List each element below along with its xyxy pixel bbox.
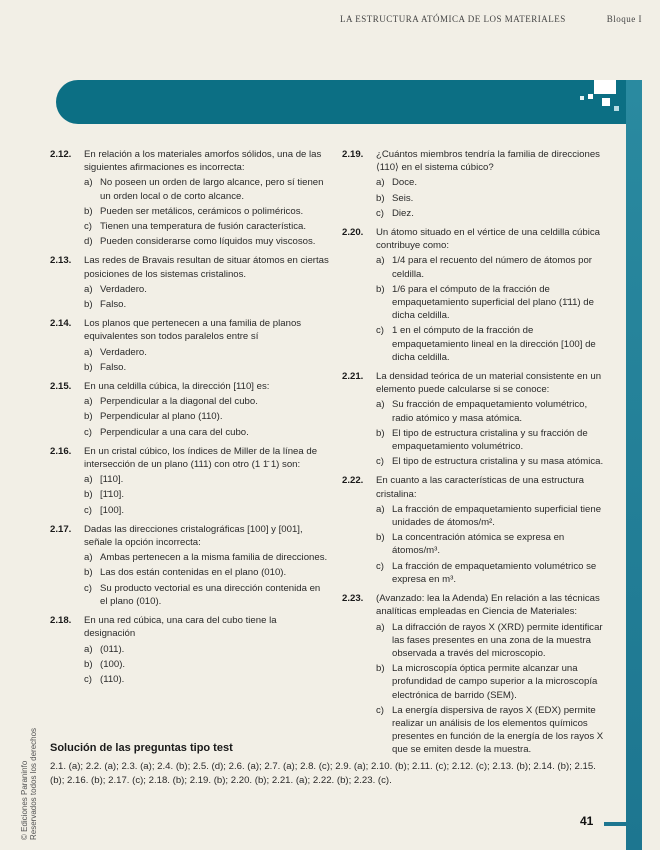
option-text: Su fracción de empaquetamiento volumétrico, radio atómico y masa atómica. xyxy=(392,399,588,424)
option xyxy=(376,254,606,280)
question-text: Los planos que pertenecen a una familia de planos equivalentes son todos paralelos entre sí xyxy=(84,318,302,343)
option-text: Perpendicular al plano (110). xyxy=(100,411,223,423)
question-number: 2.17. xyxy=(50,523,72,535)
option-letter: c) xyxy=(84,504,92,516)
option-text: Diez. xyxy=(392,207,414,219)
option xyxy=(84,410,330,423)
option-text: [110]. xyxy=(100,474,124,486)
option-letter: b) xyxy=(376,427,385,439)
question-number: 2.19. xyxy=(342,149,364,160)
option-text: Falso. xyxy=(100,299,127,311)
option-text: 1/4 para el recuento del número de átomos por celdilla. xyxy=(392,255,592,280)
option-letter: b) xyxy=(84,658,93,670)
option xyxy=(84,658,330,671)
option-letter: c) xyxy=(84,221,92,233)
option-text: Las dos están contenidas en el plano (010). xyxy=(100,567,287,579)
question xyxy=(50,445,330,517)
question-number: 2.22. xyxy=(342,475,364,487)
option xyxy=(376,176,606,189)
option xyxy=(376,662,606,702)
question-number: 2.14. xyxy=(50,318,72,330)
question-number: 2.20. xyxy=(342,227,364,239)
question xyxy=(342,226,606,364)
question-number: 2.23. xyxy=(342,593,364,605)
option xyxy=(376,503,606,529)
option-text: Falso. xyxy=(100,361,127,373)
option-letter: c) xyxy=(376,560,384,572)
option xyxy=(376,398,606,424)
option-text: [100]. xyxy=(100,504,125,516)
option xyxy=(84,235,330,248)
footer-bar xyxy=(604,822,626,826)
block-label: Bloque I xyxy=(606,14,642,24)
option xyxy=(84,395,330,408)
option xyxy=(376,704,606,757)
option-letter: c) xyxy=(84,673,92,685)
option-letter: c) xyxy=(84,426,92,438)
question-text: Un átomo situado en el vértice de una celdilla cúbica contribuye como: xyxy=(376,227,600,252)
option-text: Tienen una temperatura de fusión característica. xyxy=(100,221,307,233)
option-text: Pueden ser metálicos, cerámicos o poliméricos. xyxy=(100,205,304,217)
question-text: En una red cúbica, una cara del cubo tiene la designación xyxy=(84,615,277,640)
option xyxy=(84,220,330,233)
question xyxy=(50,317,330,374)
option-text: (100). xyxy=(100,658,126,670)
option-letter: b) xyxy=(376,192,385,204)
option xyxy=(84,551,330,564)
option-letter: a) xyxy=(84,346,93,358)
option-text: Pueden considerarse como líquidos muy viscosos. xyxy=(100,236,316,248)
question xyxy=(50,254,330,311)
option-letter: b) xyxy=(84,567,93,579)
option xyxy=(84,488,330,501)
option xyxy=(376,207,606,220)
chapter-title: LA ESTRUCTURA ATÓMICA DE LOS MATERIALES xyxy=(340,14,566,24)
decorative-squares-icon xyxy=(536,80,626,124)
option xyxy=(376,192,606,205)
option xyxy=(376,621,606,661)
question xyxy=(50,148,330,248)
option xyxy=(84,473,330,486)
copyright-note xyxy=(20,728,38,840)
question xyxy=(50,614,330,686)
option-letter: a) xyxy=(84,643,93,655)
question-text: En cuanto a las características de una estructura cristalina: xyxy=(376,475,584,500)
question xyxy=(342,148,606,220)
question-number: 2.13. xyxy=(50,255,72,267)
question xyxy=(342,474,606,586)
question xyxy=(342,592,606,756)
option-text: (011). xyxy=(100,643,125,655)
option xyxy=(376,324,606,364)
question-text: En relación a los materiales amorfos sólidos, una de las siguientes afirmaciones es incorrecta: xyxy=(84,149,322,174)
option-letter: a) xyxy=(84,283,93,295)
question-text: ¿Cuántos miembros tendría la familia de direcciones ⟨110⟩ en el sistema cúbico? xyxy=(376,149,600,174)
question-text: En una celdilla cúbica, la dirección [110] es: xyxy=(84,381,270,393)
solutions-text: 2.1. (a); 2.2. (a); 2.3. (a); 2.4. (b); 2.5. (d); 2.6. (a); 2.7. (a); 2.8. (c); 2.9. (a); 2.10. (b); 2.11. (c); 2.12. (c); 2.13. (b); 2.14. (b); 2.15. (b); 2.16. (b); 2.17. (c); 2.18. (b); 2.19. (b); 2.20. (b); 2.21. (a); 2.22. (b); 2.23. (c). xyxy=(50,761,596,786)
option-letter: c) xyxy=(84,582,92,594)
option-letter: a) xyxy=(376,503,385,515)
solutions-title: Solución de las preguntas tipo test xyxy=(50,742,233,754)
option-letter: b) xyxy=(376,532,385,544)
running-header xyxy=(340,14,642,24)
question-number: 2.18. xyxy=(50,615,72,627)
option-letter: c) xyxy=(376,456,384,468)
option-letter: b) xyxy=(376,283,385,295)
option-text: Ambas pertenecen a la misma familia de direcciones. xyxy=(100,552,328,564)
option-text: La fracción de empaquetamiento volumétrico se expresa en m³. xyxy=(392,560,597,585)
option xyxy=(376,560,606,586)
question-text: Las redes de Bravais resultan de situar átomos en ciertas posiciones de los sistemas cristalinos. xyxy=(84,255,329,280)
option xyxy=(376,531,606,557)
option-text: La microscopía óptica permite alcanzar una profundidad de campo superior a la microscopía electrónica de barrido (SEM). xyxy=(392,663,598,701)
option-text: Verdadero. xyxy=(100,283,147,295)
question-number: 2.21. xyxy=(342,371,364,383)
rights-line: Reservados todos los derechos xyxy=(29,727,38,840)
option-letter: a) xyxy=(84,552,93,564)
option xyxy=(376,455,606,468)
option xyxy=(84,283,330,296)
option-letter: d) xyxy=(84,236,93,248)
copyright-line: © Ediciones Paraninfo xyxy=(20,760,29,840)
option-text: Doce. xyxy=(392,177,418,189)
option-text: La difracción de rayos X (XRD) permite identificar las fases presentes en una zona de la muestra observada a través del microscopio. xyxy=(392,621,603,659)
option-text: (110). xyxy=(100,673,125,685)
option-letter: a) xyxy=(84,474,93,486)
question-text: En un cristal cúbico, los índices de Miller de la línea de intersección de un plano (111) con otro (1 1̄ 1) son: xyxy=(84,445,318,471)
option-text: Su producto vectorial es una dirección contenida en el plano (010). xyxy=(100,582,321,607)
option xyxy=(84,361,330,374)
question-number: 2.12. xyxy=(50,149,72,160)
question xyxy=(342,370,606,468)
question-text: (Avanzado: lea la Adenda) En relación a las técnicas analíticas empleadas en Ciencia de Materiales: xyxy=(376,593,600,618)
option xyxy=(376,283,606,323)
edge-bar xyxy=(626,80,642,850)
option xyxy=(84,504,330,517)
option-letter: a) xyxy=(376,399,385,411)
question-text: Dadas las direcciones cristalográficas [100] y [001], señale la opción incorrecta: xyxy=(84,523,303,549)
option-text: El tipo de estructura cristalina y su masa atómica. xyxy=(392,456,604,468)
option-letter: b) xyxy=(84,299,93,311)
option-text: [1̄10]. xyxy=(100,489,125,501)
option-text: La concentración atómica se expresa en átomos/m³. xyxy=(392,532,565,557)
option-letter: a) xyxy=(376,621,385,633)
option-letter: b) xyxy=(84,361,93,373)
option-letter: c) xyxy=(376,207,384,219)
option xyxy=(376,427,606,453)
option-letter: b) xyxy=(84,205,93,217)
option-letter: a) xyxy=(84,396,93,408)
option-text: Verdadero. xyxy=(100,346,147,358)
option-letter: a) xyxy=(376,177,385,189)
option-text: La fracción de empaquetamiento superficial tiene unidades de átomos/m². xyxy=(392,503,602,529)
question-text: La densidad teórica de un material consistente en un elemento puede calcularse si se conoce: xyxy=(376,371,602,396)
option-letter: a) xyxy=(376,255,385,267)
option xyxy=(84,643,330,656)
question xyxy=(50,380,330,439)
option xyxy=(84,205,330,218)
option xyxy=(84,426,330,439)
question-number: 2.15. xyxy=(50,381,72,393)
option-text: 1 en el cómputo de la fracción de empaquetamiento lineal en la dirección [100] de dicha celdilla. xyxy=(392,325,596,363)
page-number: 41 xyxy=(580,814,594,828)
option-letter: c) xyxy=(376,704,384,716)
option-text: 1/6 para el cómputo de la fracción de empaquetamiento superficial del plano (1̄11) de dicha celdilla. xyxy=(392,283,594,322)
option-letter: b) xyxy=(84,489,93,501)
option-letter: c) xyxy=(376,325,384,337)
option xyxy=(84,566,330,579)
question xyxy=(50,523,330,608)
option-letter: b) xyxy=(84,411,93,423)
option xyxy=(84,346,330,359)
option xyxy=(84,673,330,686)
option-text: La energía dispersiva de rayos X (EDX) permite realizar un análisis de los elementos químicos presentes en función de la energía de los rayos X que se emiten desde la muestra. xyxy=(392,704,604,756)
option xyxy=(84,298,330,311)
option-text: Perpendicular a una cara del cubo. xyxy=(100,426,249,438)
option-text: Seis. xyxy=(392,192,414,204)
option-text: Perpendicular a la diagonal del cubo. xyxy=(100,396,258,408)
option xyxy=(84,582,330,608)
question-number: 2.16. xyxy=(50,445,72,457)
option-text: No poseen un orden de largo alcance, pero sí tienen un orden local o de corto alcance. xyxy=(100,177,324,202)
left-question-column xyxy=(50,148,330,692)
option-letter: a) xyxy=(84,177,93,189)
option-letter: b) xyxy=(376,663,385,675)
option-text: El tipo de estructura cristalina y su fracción de empaquetamiento volumétrico. xyxy=(392,427,588,453)
section-banner xyxy=(56,80,626,124)
right-question-column xyxy=(342,148,606,763)
option xyxy=(84,176,330,202)
